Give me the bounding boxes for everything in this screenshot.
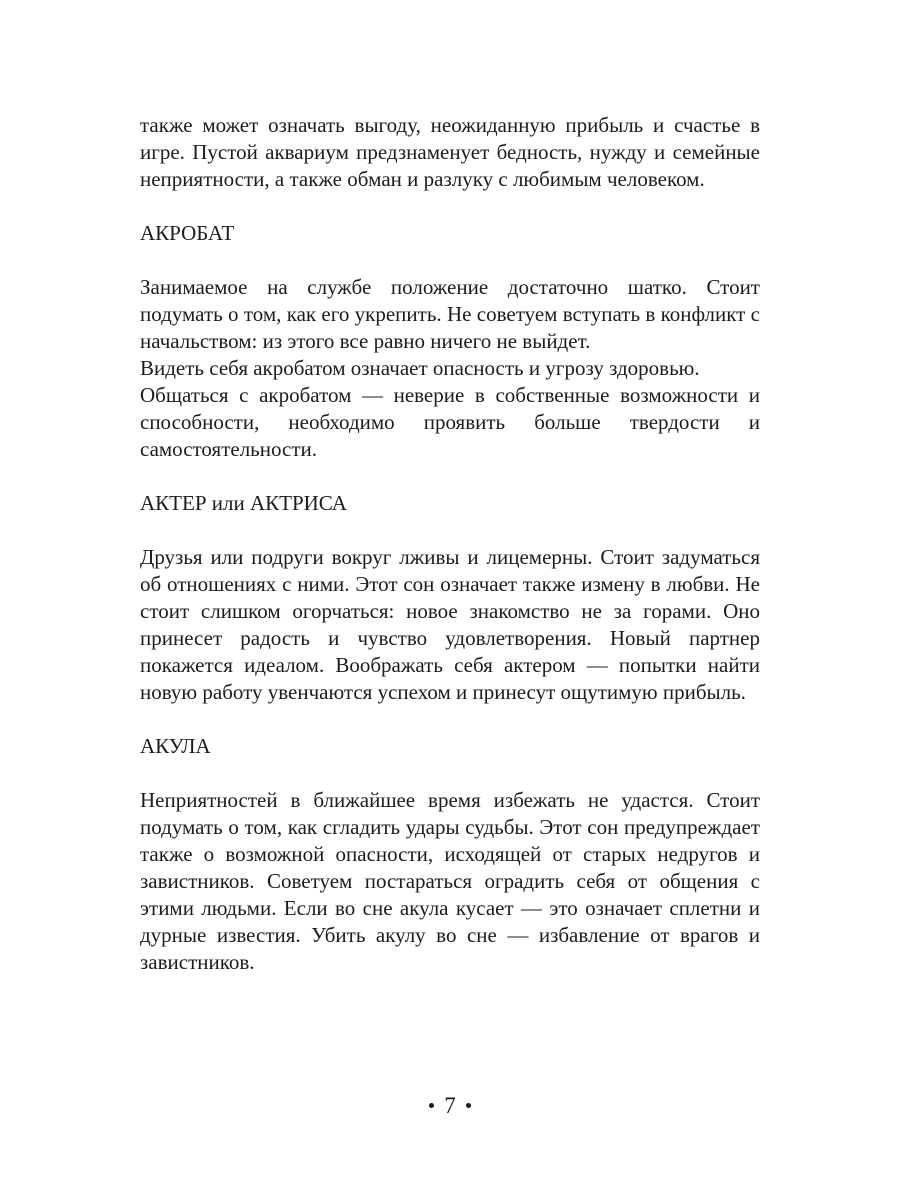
spacer — [140, 517, 760, 544]
page-number: 7 — [444, 1093, 456, 1118]
entry-shark-paragraph-1: Неприятностей в ближайшее время избежать не удастся. Стоит подумать о том, как сгладить удары судьбы. Этот сон предупреждает также о возможной опасности, исходящей от старых недругов и завистников. Советуем постараться оградить себя от общения с этими людьми. Если во сне акула кусает — это означает сплетни и дурные известия. Убить акулу во сне — избавление от врагов и завистников. — [140, 788, 760, 974]
page-number-footer — [0, 1092, 900, 1120]
spacer — [140, 193, 760, 220]
entry-actor-paragraph-1: Друзья или подруги вокруг лживы и лицемерны. Стоит задуматься об отношениях с ними. Этот сон означает также измену в любви. Не стоит слишком огорчаться: новое знакомство не за горами. Оно принесет радость и чувство удовлетворения. Новый партнер покажется идеалом. Воображать себя актером — попытки найти новую работу увенчаются успехом и принесут ощутимую прибыль. — [140, 545, 760, 704]
bullet-right-icon — [466, 1103, 471, 1108]
intro-paragraph: также может означать выгоду, неожиданную прибыль и счастье в игре. Пустой аквариум предзнаменует бедность, нужду и семейные неприятности, а также обман и разлуку с любимым человеком. — [140, 113, 760, 191]
entry-acrobat-paragraph-3: Общаться с акробатом — неверие в собственные возможности и способности, необходимо проявить больше твердости и самостоятельности. — [140, 383, 760, 461]
spacer — [140, 760, 760, 787]
entry-heading-actor: АКТЕР или АКТРИСА — [140, 491, 347, 515]
spacer — [140, 247, 760, 274]
entry-acrobat-paragraph-1: Занимаемое на службе положение достаточно шатко. Стоит подумать о том, как его укрепить. Не советуем вступать в конфликт с начальством: из этого все равно ничего не выйдет. — [140, 275, 760, 353]
spacer — [140, 463, 760, 490]
spacer — [140, 706, 760, 733]
entry-acrobat-paragraph-2: Видеть себя акробатом означает опасность и угрозу здоровью. — [140, 356, 700, 380]
entry-heading-shark: АКУЛА — [140, 734, 211, 758]
entry-heading-acrobat: АКРОБАТ — [140, 221, 235, 245]
page-body — [140, 112, 760, 976]
bullet-left-icon — [429, 1103, 434, 1108]
